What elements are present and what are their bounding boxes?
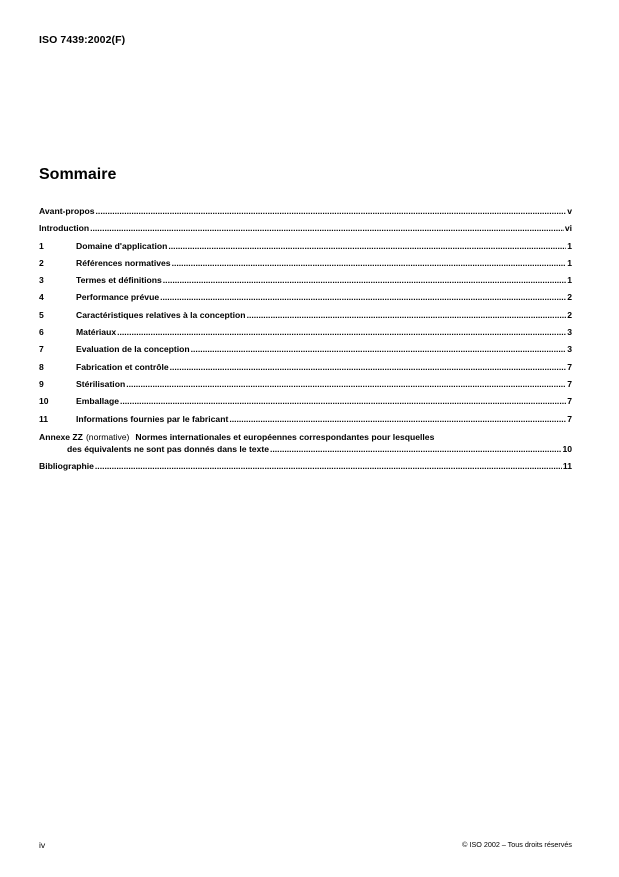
toc-entry-page: 1 xyxy=(567,240,572,251)
toc-entry-number: 3 xyxy=(39,275,44,286)
toc-entry-page: 3 xyxy=(567,344,572,355)
toc-entry-number: 9 xyxy=(39,378,44,389)
toc-entry-label: Avant-propos xyxy=(39,206,95,216)
toc-leader-dots xyxy=(229,414,566,424)
toc-entry-number: 4 xyxy=(39,292,44,303)
toc-entry-page: 1 xyxy=(567,275,572,286)
annex-page: 10 xyxy=(562,443,572,454)
toc-entry[interactable] xyxy=(39,223,572,240)
annex-type: (normative) xyxy=(85,431,130,442)
toc-leader-dots xyxy=(160,292,566,302)
toc-entry[interactable] xyxy=(39,258,572,275)
toc-leader-dots xyxy=(117,327,566,337)
toc-bibliography-entry[interactable] xyxy=(39,461,572,478)
annex-title-line2: des équivalents ne sont pas donnés dans le texte xyxy=(67,443,270,454)
annex-title-line1: Normes internationales et européennes correspondantes pour lesquelles xyxy=(135,431,435,442)
toc-entry-label: Références normatives xyxy=(76,257,171,268)
toc-entry-page: 11 xyxy=(562,460,572,471)
footer-copyright: © ISO 2002 – Tous droits réservés xyxy=(462,840,572,849)
toc-entry-label: Introduction xyxy=(39,223,90,234)
toc-entry[interactable] xyxy=(39,414,572,431)
toc-entry[interactable] xyxy=(39,327,572,344)
toc-entry-page: 7 xyxy=(567,378,572,389)
toc-entry-page: 3 xyxy=(567,327,572,338)
toc-entry-number: 5 xyxy=(39,309,44,320)
page-title: Sommaire xyxy=(39,166,117,183)
toc-leader-dots xyxy=(120,396,566,406)
toc-leader-dots xyxy=(95,461,562,471)
toc-entry[interactable] xyxy=(39,310,572,327)
toc-entry-number: 10 xyxy=(39,396,49,407)
toc-entry-page: v xyxy=(567,206,572,216)
toc-entry-label: Caractéristiques relatives à la conception xyxy=(76,309,246,320)
toc-entry-number: 2 xyxy=(39,257,44,268)
toc-leader-dots xyxy=(163,275,566,285)
toc-entry-label: Bibliographie xyxy=(39,460,94,471)
toc-entry[interactable] xyxy=(39,362,572,379)
toc-entry-label: Evaluation de la conception xyxy=(76,344,190,355)
toc-annex-entry[interactable] xyxy=(39,432,572,461)
toc-leader-dots xyxy=(168,241,566,251)
toc-entry[interactable] xyxy=(39,241,572,258)
toc-entry-label: Performance prévue xyxy=(76,292,160,303)
toc-entry-number: 8 xyxy=(39,361,44,372)
toc-entry-label: Fabrication et contrôle xyxy=(76,361,169,372)
toc-entry[interactable] xyxy=(39,379,572,396)
toc-entry[interactable] xyxy=(39,275,572,292)
toc-entry-page: 7 xyxy=(567,396,572,407)
toc-entry-label: Matériaux xyxy=(76,327,117,338)
toc-entry[interactable] xyxy=(39,292,572,309)
toc-entry-page: 2 xyxy=(567,309,572,320)
footer-page-number: iv xyxy=(39,840,46,850)
toc-leader-dots xyxy=(170,362,567,372)
toc-entry-page: 7 xyxy=(567,361,572,372)
toc-leader-dots xyxy=(172,258,567,268)
annex-prefix: Annexe ZZ xyxy=(39,431,83,442)
toc-entry-number: 7 xyxy=(39,344,44,355)
toc-entry-page: vi xyxy=(564,223,572,234)
toc-entry-label: Informations fournies par le fabricant xyxy=(76,413,229,424)
toc-entry[interactable] xyxy=(39,344,572,361)
toc-entry-label: Emballage xyxy=(76,396,119,407)
toc-entry[interactable] xyxy=(39,206,572,223)
toc-entry[interactable] xyxy=(39,396,572,413)
toc-leader-dots xyxy=(191,344,567,354)
toc-entry-label: Termes et définitions xyxy=(76,275,162,286)
toc-entry-number: 1 xyxy=(39,240,44,251)
toc-entry-page: 2 xyxy=(567,292,572,303)
toc-entry-label: Domaine d'application xyxy=(76,240,168,251)
toc-entry-number: 11 xyxy=(39,413,49,424)
table-of-contents xyxy=(39,206,572,478)
toc-entry-label: Stérilisation xyxy=(76,378,126,389)
toc-leader-dots xyxy=(96,206,567,216)
document-id: ISO 7439:2002(F) xyxy=(39,34,126,46)
toc-leader-dots xyxy=(247,310,567,320)
toc-leader-dots xyxy=(90,223,564,233)
toc-entry-page: 7 xyxy=(567,413,572,424)
toc-leader-dots xyxy=(126,379,566,389)
toc-entry-page: 1 xyxy=(567,257,572,268)
toc-entry-number: 6 xyxy=(39,327,44,338)
toc-leader-dots xyxy=(270,444,561,454)
